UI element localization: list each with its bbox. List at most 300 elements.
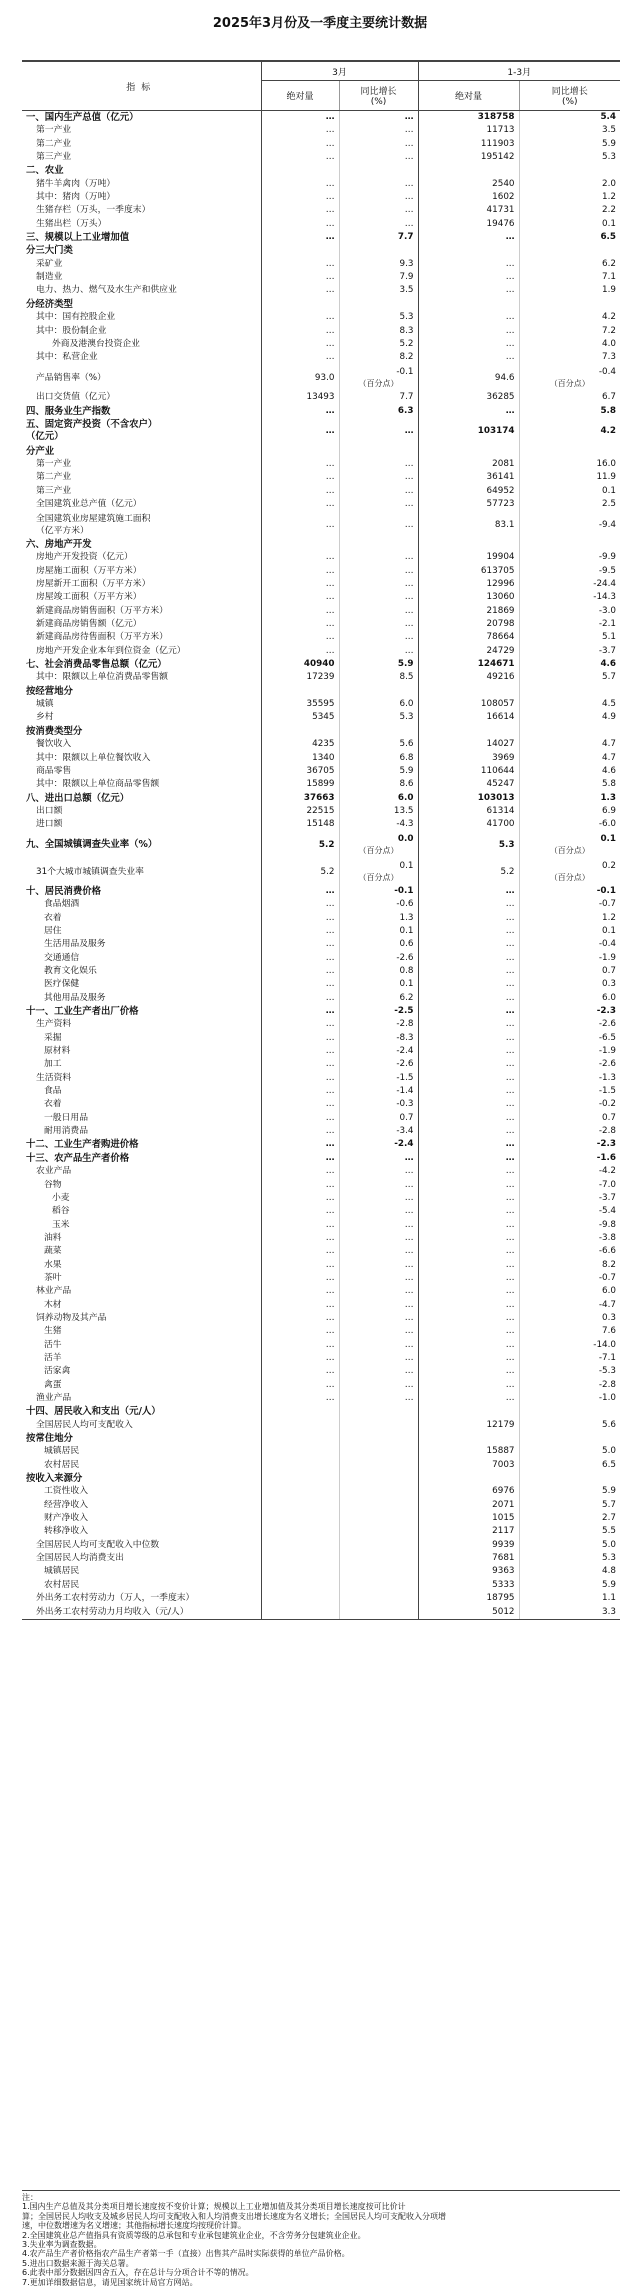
table-row	[22, 1472, 620, 1485]
row-label: 产品销售率（%）	[22, 365, 261, 392]
month-growth-cell: …	[339, 1299, 418, 1312]
table-row	[22, 605, 620, 618]
quarter-abs-cell: 41731	[418, 204, 519, 217]
table-row	[22, 418, 620, 445]
month-abs-cell	[261, 1445, 339, 1458]
quarter-abs-cell: …	[418, 1379, 519, 1392]
page-title: 2025年3月份及一季度主要统计数据	[212, 16, 428, 31]
month-growth-cell: 13.5	[339, 805, 418, 818]
month-abs-cell: …	[261, 551, 339, 564]
quarter-growth-cell: 4.5	[602, 699, 617, 710]
row-label: 房地产开发企业本年到位资金（亿元）	[22, 645, 261, 658]
quarter-abs-cell: 103013	[418, 792, 519, 805]
quarter-growth-cell: 5.0	[602, 1446, 617, 1457]
quarter-growth-cell: 3.3	[519, 1606, 620, 1620]
metric-column-header: 指标	[22, 61, 261, 111]
table-row	[22, 538, 620, 551]
month-abs-cell: 93.0	[261, 365, 339, 392]
quarter-growth-cell: 6.2	[602, 258, 617, 269]
month-growth-cell: …	[339, 485, 418, 498]
quarter-growth-cell: 0.2 （百分点）	[549, 860, 617, 882]
table-row	[22, 231, 620, 244]
month-growth-cell: 5.9	[339, 765, 418, 778]
month-abs-cell: …	[261, 925, 339, 938]
quarter-abs-cell: …	[418, 978, 519, 991]
table-row	[22, 978, 620, 991]
row-label: 房地产开发投资（亿元）	[22, 551, 261, 564]
quarter-abs-cell: 19476	[418, 218, 519, 231]
month-growth-cell: -1.5	[339, 1072, 418, 1085]
month-growth-cell: -0.1 （百分点）	[339, 365, 418, 392]
quarter-abs-cell: …	[418, 992, 519, 1005]
quarter-growth-cell: 7.2	[602, 325, 617, 336]
month-abs-header: 绝对量	[261, 81, 339, 111]
table-row	[22, 1432, 620, 1445]
quarter-growth-cell: 5.8	[600, 405, 617, 416]
quarter-abs-cell: 61314	[418, 805, 519, 818]
quarter-growth-cell: 4.2	[600, 426, 617, 437]
row-label: 乡村	[22, 711, 261, 724]
row-label: 全国居民人均消费支出	[22, 1552, 261, 1565]
row-label: 外出务工农村劳动力（万人，一季度末）	[22, 1592, 261, 1605]
table-row	[22, 1325, 620, 1338]
quarter-growth-cell: 6.9	[602, 805, 617, 816]
row-label: 工资性收入	[22, 1485, 261, 1498]
month-abs-cell: …	[261, 938, 339, 951]
quarter-growth-cell: -6.5	[598, 1032, 617, 1043]
quarter-abs-cell: …	[418, 952, 519, 965]
month-growth-cell: 6.8	[339, 752, 418, 765]
quarter-growth-cell: -0.1	[596, 885, 617, 896]
month-growth-cell: …	[339, 1325, 418, 1338]
quarter-growth-cell: 5.9	[602, 1579, 617, 1590]
month-abs-cell: …	[261, 178, 339, 191]
month-abs-cell: …	[261, 111, 339, 125]
quarter-growth-cell: 6.5	[602, 1459, 617, 1470]
month-growth-cell: 7.9	[339, 271, 418, 284]
row-label: 房屋竣工面积（万平方米）	[22, 591, 261, 604]
table-row	[22, 711, 620, 724]
quarter-growth-cell: -24.4	[593, 579, 617, 590]
quarter-growth-cell: -4.7	[598, 1299, 617, 1310]
quarter-abs-cell: …	[418, 912, 519, 925]
quarter-abs-cell: …	[418, 1058, 519, 1071]
quarter-growth-cell: 0.1	[602, 218, 617, 229]
month-growth-cell: 0.8	[339, 965, 418, 978]
table-row	[22, 151, 620, 164]
quarter-growth-cell: -0.4	[598, 939, 617, 950]
month-growth-cell: 6.0	[339, 698, 418, 711]
table-row	[22, 258, 620, 271]
row-label: 按常住地分	[22, 1432, 261, 1445]
month-growth-cell: …	[339, 1219, 418, 1232]
quarter-abs-cell: 5333	[418, 1579, 519, 1592]
quarter-growth-cell: -6.6	[598, 1246, 617, 1257]
row-label: 进口额	[22, 818, 261, 831]
month-growth-cell: …	[339, 1365, 418, 1378]
month-growth-cell: -2.8	[339, 1018, 418, 1031]
row-label: 分产业	[22, 445, 261, 458]
table-row	[22, 631, 620, 644]
month-abs-cell	[261, 1472, 339, 1485]
month-growth-cell	[339, 538, 418, 551]
row-label: 居住	[22, 925, 261, 938]
quarter-growth-cell: -3.0	[598, 605, 617, 616]
month-abs-cell	[261, 1405, 339, 1418]
table-row	[22, 271, 620, 284]
quarter-abs-cell: …	[418, 1285, 519, 1298]
quarter-growth-cell: 5.7	[602, 672, 617, 683]
footnote-line: 2.全国建筑业总产值指具有资质等级的总承包和专业承包建筑业企业，不含劳务分包建筑业企业。	[22, 2230, 366, 2240]
month-growth-cell: 8.2	[339, 351, 418, 364]
row-label: 原材料	[22, 1045, 261, 1058]
quarter-abs-cell: 3969	[418, 752, 519, 765]
row-label: 城镇居民	[22, 1565, 261, 1578]
table-row	[22, 138, 620, 151]
table-row	[22, 1339, 620, 1352]
row-label: 生猪存栏（万头，一季度末）	[22, 204, 261, 217]
row-label: 第一产业	[22, 124, 261, 137]
quarter-abs-cell: …	[418, 1138, 519, 1151]
quarter-abs-cell: 5012	[418, 1606, 519, 1620]
quarter-abs-cell: 2081	[418, 458, 519, 471]
quarter-abs-cell: 108057	[418, 698, 519, 711]
month-growth-cell: …	[339, 498, 418, 511]
quarter-abs-cell	[418, 1405, 519, 1418]
quarter-growth-cell: 7.3	[602, 352, 617, 363]
table-row	[22, 1285, 620, 1298]
quarter-growth-cell: -0.2	[598, 1099, 617, 1110]
quarter-abs-cell: 613705	[418, 565, 519, 578]
table-row	[22, 925, 620, 938]
month-abs-cell	[261, 1606, 339, 1620]
quarter-growth-cell: 16.0	[596, 458, 617, 469]
quarter-growth-header: 同比增长 (%)	[519, 81, 620, 111]
table-row	[22, 1192, 620, 1205]
quarter-growth-cell	[519, 685, 620, 698]
quarter-abs-cell: 110644	[418, 765, 519, 778]
table-row	[22, 738, 620, 751]
quarter-abs-cell: 83.1	[418, 511, 519, 538]
table-row	[22, 658, 620, 671]
table-row	[22, 164, 620, 177]
table-row	[22, 765, 620, 778]
row-label: 八、进出口总额（亿元）	[22, 792, 261, 805]
quarter-growth-cell: 5.1	[602, 632, 617, 643]
quarter-growth-cell: 0.1	[602, 925, 617, 936]
row-label: 十、居民消费价格	[22, 885, 261, 898]
month-growth-cell	[339, 1579, 418, 1592]
row-label: 渔业产品	[22, 1392, 261, 1405]
row-label: 出口交货值（亿元）	[22, 391, 261, 404]
month-growth-cell: …	[339, 1379, 418, 1392]
quarter-abs-cell: 103174	[418, 418, 519, 445]
month-growth-cell	[339, 1592, 418, 1605]
quarter-abs-cell: 16614	[418, 711, 519, 724]
table-row	[22, 458, 620, 471]
table-row	[22, 1072, 620, 1085]
quarter-growth-cell	[519, 1405, 620, 1418]
quarter-abs-cell	[418, 725, 519, 738]
month-growth-cell: …	[339, 618, 418, 631]
month-growth-cell: …	[339, 1392, 418, 1405]
quarter-growth-cell	[519, 1472, 620, 1485]
quarter-growth-cell: 6.0	[602, 992, 617, 1003]
month-abs-cell	[261, 1579, 339, 1592]
row-label: 全国建筑业总产值（亿元）	[22, 498, 261, 511]
quarter-growth-cell	[519, 298, 620, 311]
quarter-abs-cell: …	[418, 1312, 519, 1325]
month-growth-cell: 3.5	[339, 284, 418, 297]
month-abs-cell: …	[261, 618, 339, 631]
quarter-abs-cell: …	[418, 1245, 519, 1258]
quarter-growth-cell: 2.5	[602, 498, 617, 509]
header-row-periods	[22, 61, 620, 81]
quarter-growth-cell: 5.4	[600, 112, 617, 122]
month-abs-cell	[261, 1512, 339, 1525]
month-abs-cell: …	[261, 978, 339, 991]
month-abs-cell	[261, 1499, 339, 1512]
month-growth-cell: …	[339, 605, 418, 618]
quarter-growth-cell	[519, 244, 620, 257]
footnote-line: 6.此表中部分数据因四舍五入，存在总计与分项合计不等的情况。	[22, 2268, 254, 2278]
month-abs-cell: …	[261, 1085, 339, 1098]
footnote-line: 1.国内生产总值及其分类项目增长速度按不变价计算；规模以上工业增加值及其分类项目增长速度按可比价计	[22, 2202, 406, 2212]
month-abs-cell	[261, 445, 339, 458]
quarter-growth-cell	[519, 538, 620, 551]
month-growth-cell: …	[339, 111, 418, 125]
table-row	[22, 1138, 620, 1151]
quarter-abs-cell: …	[418, 1179, 519, 1192]
table-row	[22, 1579, 620, 1592]
quarter-abs-cell: 24729	[418, 645, 519, 658]
row-label: 活羊	[22, 1352, 261, 1365]
month-growth-cell: …	[339, 1232, 418, 1245]
footnote-line: 5.进出口数据来源于海关总署。	[22, 2258, 134, 2268]
table-row	[22, 365, 620, 392]
table-row	[22, 1512, 620, 1525]
quarter-growth-cell: 4.7	[602, 752, 617, 763]
month-growth-cell	[339, 1405, 418, 1418]
table-row	[22, 965, 620, 978]
quarter-abs-cell: …	[418, 1005, 519, 1018]
table-row	[22, 204, 620, 217]
quarter-abs-cell: …	[418, 1072, 519, 1085]
month-growth-header: 同比增长 (%)	[339, 81, 418, 111]
quarter-abs-cell: 41700	[418, 818, 519, 831]
table-row	[22, 178, 620, 191]
month-abs-cell: …	[261, 1259, 339, 1272]
row-label: 城镇	[22, 698, 261, 711]
quarter-growth-cell: -1.3	[598, 1072, 617, 1083]
month-abs-cell	[261, 685, 339, 698]
month-abs-cell: …	[261, 1072, 339, 1085]
quarter-growth-cell: -2.8	[598, 1379, 617, 1390]
quarter-abs-cell: …	[418, 1085, 519, 1098]
month-abs-cell: …	[261, 1205, 339, 1218]
row-label: 生猪	[22, 1325, 261, 1338]
month-growth-cell: …	[339, 578, 418, 591]
quarter-growth-cell: -2.3	[596, 1006, 617, 1017]
table-row	[22, 1205, 620, 1218]
row-label: 全国居民人均可支配收入	[22, 1419, 261, 1432]
row-label: 第一产业	[22, 458, 261, 471]
quarter-abs-cell: …	[418, 938, 519, 951]
month-abs-cell: …	[261, 311, 339, 324]
row-label: 六、房地产开发	[22, 538, 261, 551]
row-label: 生活用品及服务	[22, 938, 261, 951]
table-row	[22, 645, 620, 658]
quarter-growth-cell: -2.3	[596, 1139, 617, 1150]
month-abs-cell: …	[261, 1112, 339, 1125]
row-label: 十一、工业生产者出厂价格	[22, 1005, 261, 1018]
row-label: 交通通信	[22, 952, 261, 965]
quarter-abs-cell: …	[418, 1392, 519, 1405]
quarter-growth-cell: 1.9	[602, 285, 617, 296]
month-abs-cell: …	[261, 1045, 339, 1058]
month-abs-cell: …	[261, 898, 339, 911]
month-growth-cell: 9.3	[339, 258, 418, 271]
row-label: 外商及港澳台投资企业	[22, 338, 261, 351]
quarter-growth-cell: 1.2	[602, 912, 617, 923]
table-row	[22, 325, 620, 338]
table-row	[22, 1018, 620, 1031]
month-abs-cell: …	[261, 1312, 339, 1325]
month-growth-cell: 0.6	[339, 938, 418, 951]
month-abs-cell: …	[261, 1098, 339, 1111]
table-row	[22, 1112, 620, 1125]
month-abs-cell: 22515	[261, 805, 339, 818]
table-row	[22, 1032, 620, 1045]
month-growth-cell: …	[339, 1285, 418, 1298]
quarter-growth-cell: 4.6	[600, 659, 617, 670]
quarter-growth-cell: 11.9	[596, 472, 617, 483]
quarter-abs-header: 绝对量	[418, 81, 519, 111]
footnote-line: 7.更加详细数据信息，请见国家统计局官方网站。	[22, 2277, 198, 2287]
quarter-abs-cell: …	[418, 1192, 519, 1205]
quarter-abs-cell: 20798	[418, 618, 519, 631]
month-growth-cell: 0.1	[339, 925, 418, 938]
month-abs-cell: …	[261, 965, 339, 978]
month-abs-cell: …	[261, 912, 339, 925]
table-row	[22, 778, 620, 791]
row-label: 餐饮收入	[22, 738, 261, 751]
table-row	[22, 551, 620, 564]
quarter-growth-cell: -7.0	[598, 1179, 617, 1190]
table-row	[22, 284, 620, 297]
quarter-abs-cell: …	[418, 1098, 519, 1111]
quarter-abs-cell: 64952	[418, 485, 519, 498]
month-abs-cell: …	[261, 1138, 339, 1151]
row-label: 十三、农产品生产者价格	[22, 1152, 261, 1165]
footnote-line: 算；全国居民人均收支及城乡居民人均可支配收入和人均消费支出增长速度为名义增长；全国居民人均可支配收入分项增	[22, 2211, 446, 2221]
month-growth-cell: …	[339, 1245, 418, 1258]
month-abs-cell: 40940	[261, 658, 339, 671]
quarter-abs-cell: 12179	[418, 1419, 519, 1432]
table-row	[22, 1098, 620, 1111]
month-growth-cell: …	[339, 1165, 418, 1178]
quarter-abs-cell: 15887	[418, 1445, 519, 1458]
quarter-growth-cell: 4.7	[602, 739, 617, 750]
quarter-abs-cell: …	[418, 965, 519, 978]
table-row	[22, 618, 620, 631]
quarter-growth-cell: 0.1	[602, 485, 617, 496]
month-abs-cell: …	[261, 471, 339, 484]
month-abs-cell	[261, 1459, 339, 1472]
row-label: 教育文化娱乐	[22, 965, 261, 978]
quarter-growth-cell: -14.3	[593, 592, 617, 603]
quarter-growth-cell: -1.9	[598, 1046, 617, 1057]
quarter-growth-cell: 1.1	[602, 1593, 617, 1604]
table-row	[22, 1152, 620, 1165]
month-abs-cell: 15148	[261, 818, 339, 831]
quarter-abs-cell: 5.3	[418, 832, 519, 859]
month-abs-cell: …	[261, 405, 339, 418]
table-row	[22, 191, 620, 204]
row-label: 其中：股份制企业	[22, 325, 261, 338]
quarter-growth-cell: 5.3	[602, 1553, 617, 1564]
month-growth-cell	[339, 725, 418, 738]
quarter-abs-cell: …	[418, 1352, 519, 1365]
row-label: 稻谷	[22, 1205, 261, 1218]
month-growth-cell	[339, 1539, 418, 1552]
month-abs-cell: …	[261, 138, 339, 151]
month-abs-cell: …	[261, 418, 339, 445]
month-growth-cell: …	[339, 1352, 418, 1365]
month-abs-cell: …	[261, 1365, 339, 1378]
quarter-growth-cell: -2.6	[598, 1059, 617, 1070]
table-row	[22, 498, 620, 511]
month-growth-cell: -4.3	[339, 818, 418, 831]
row-label: 饲养动物及其产品	[22, 1312, 261, 1325]
month-abs-cell: 13493	[261, 391, 339, 404]
month-growth-cell: …	[339, 511, 418, 538]
table-row	[22, 792, 620, 805]
month-growth-cell: …	[339, 645, 418, 658]
table-row	[22, 1125, 620, 1138]
quarter-abs-cell: 36141	[418, 471, 519, 484]
month-abs-cell: …	[261, 1352, 339, 1365]
quarter-growth-cell: -6.0	[598, 819, 617, 830]
quarter-abs-cell	[418, 538, 519, 551]
row-label: 分三大门类	[22, 244, 261, 257]
month-growth-cell: …	[339, 1192, 418, 1205]
quarter-abs-cell: 21869	[418, 605, 519, 618]
table-row	[22, 992, 620, 1005]
table-row	[22, 1232, 620, 1245]
row-label: 房屋新开工面积（万平方米）	[22, 578, 261, 591]
month-abs-cell: 36705	[261, 765, 339, 778]
quarter-growth-cell: 6.0	[602, 1286, 617, 1297]
month-growth-cell: …	[339, 1179, 418, 1192]
month-growth-cell: …	[339, 458, 418, 471]
month-growth-cell: -0.1	[339, 885, 418, 898]
month-abs-cell: …	[261, 1299, 339, 1312]
month-growth-cell: 0.1 （百分点）	[339, 858, 418, 885]
row-label: 衣着	[22, 1098, 261, 1111]
table-row	[22, 1445, 620, 1458]
quarter-growth-cell: 5.9	[602, 1486, 617, 1497]
row-label: 经营净收入	[22, 1499, 261, 1512]
month-growth-cell	[339, 445, 418, 458]
month-abs-cell: 35595	[261, 698, 339, 711]
month-growth-cell	[339, 1445, 418, 1458]
month-abs-cell: 37663	[261, 792, 339, 805]
month-abs-cell: …	[261, 1058, 339, 1071]
table-row	[22, 485, 620, 498]
month-growth-cell	[339, 298, 418, 311]
table-row	[22, 298, 620, 311]
